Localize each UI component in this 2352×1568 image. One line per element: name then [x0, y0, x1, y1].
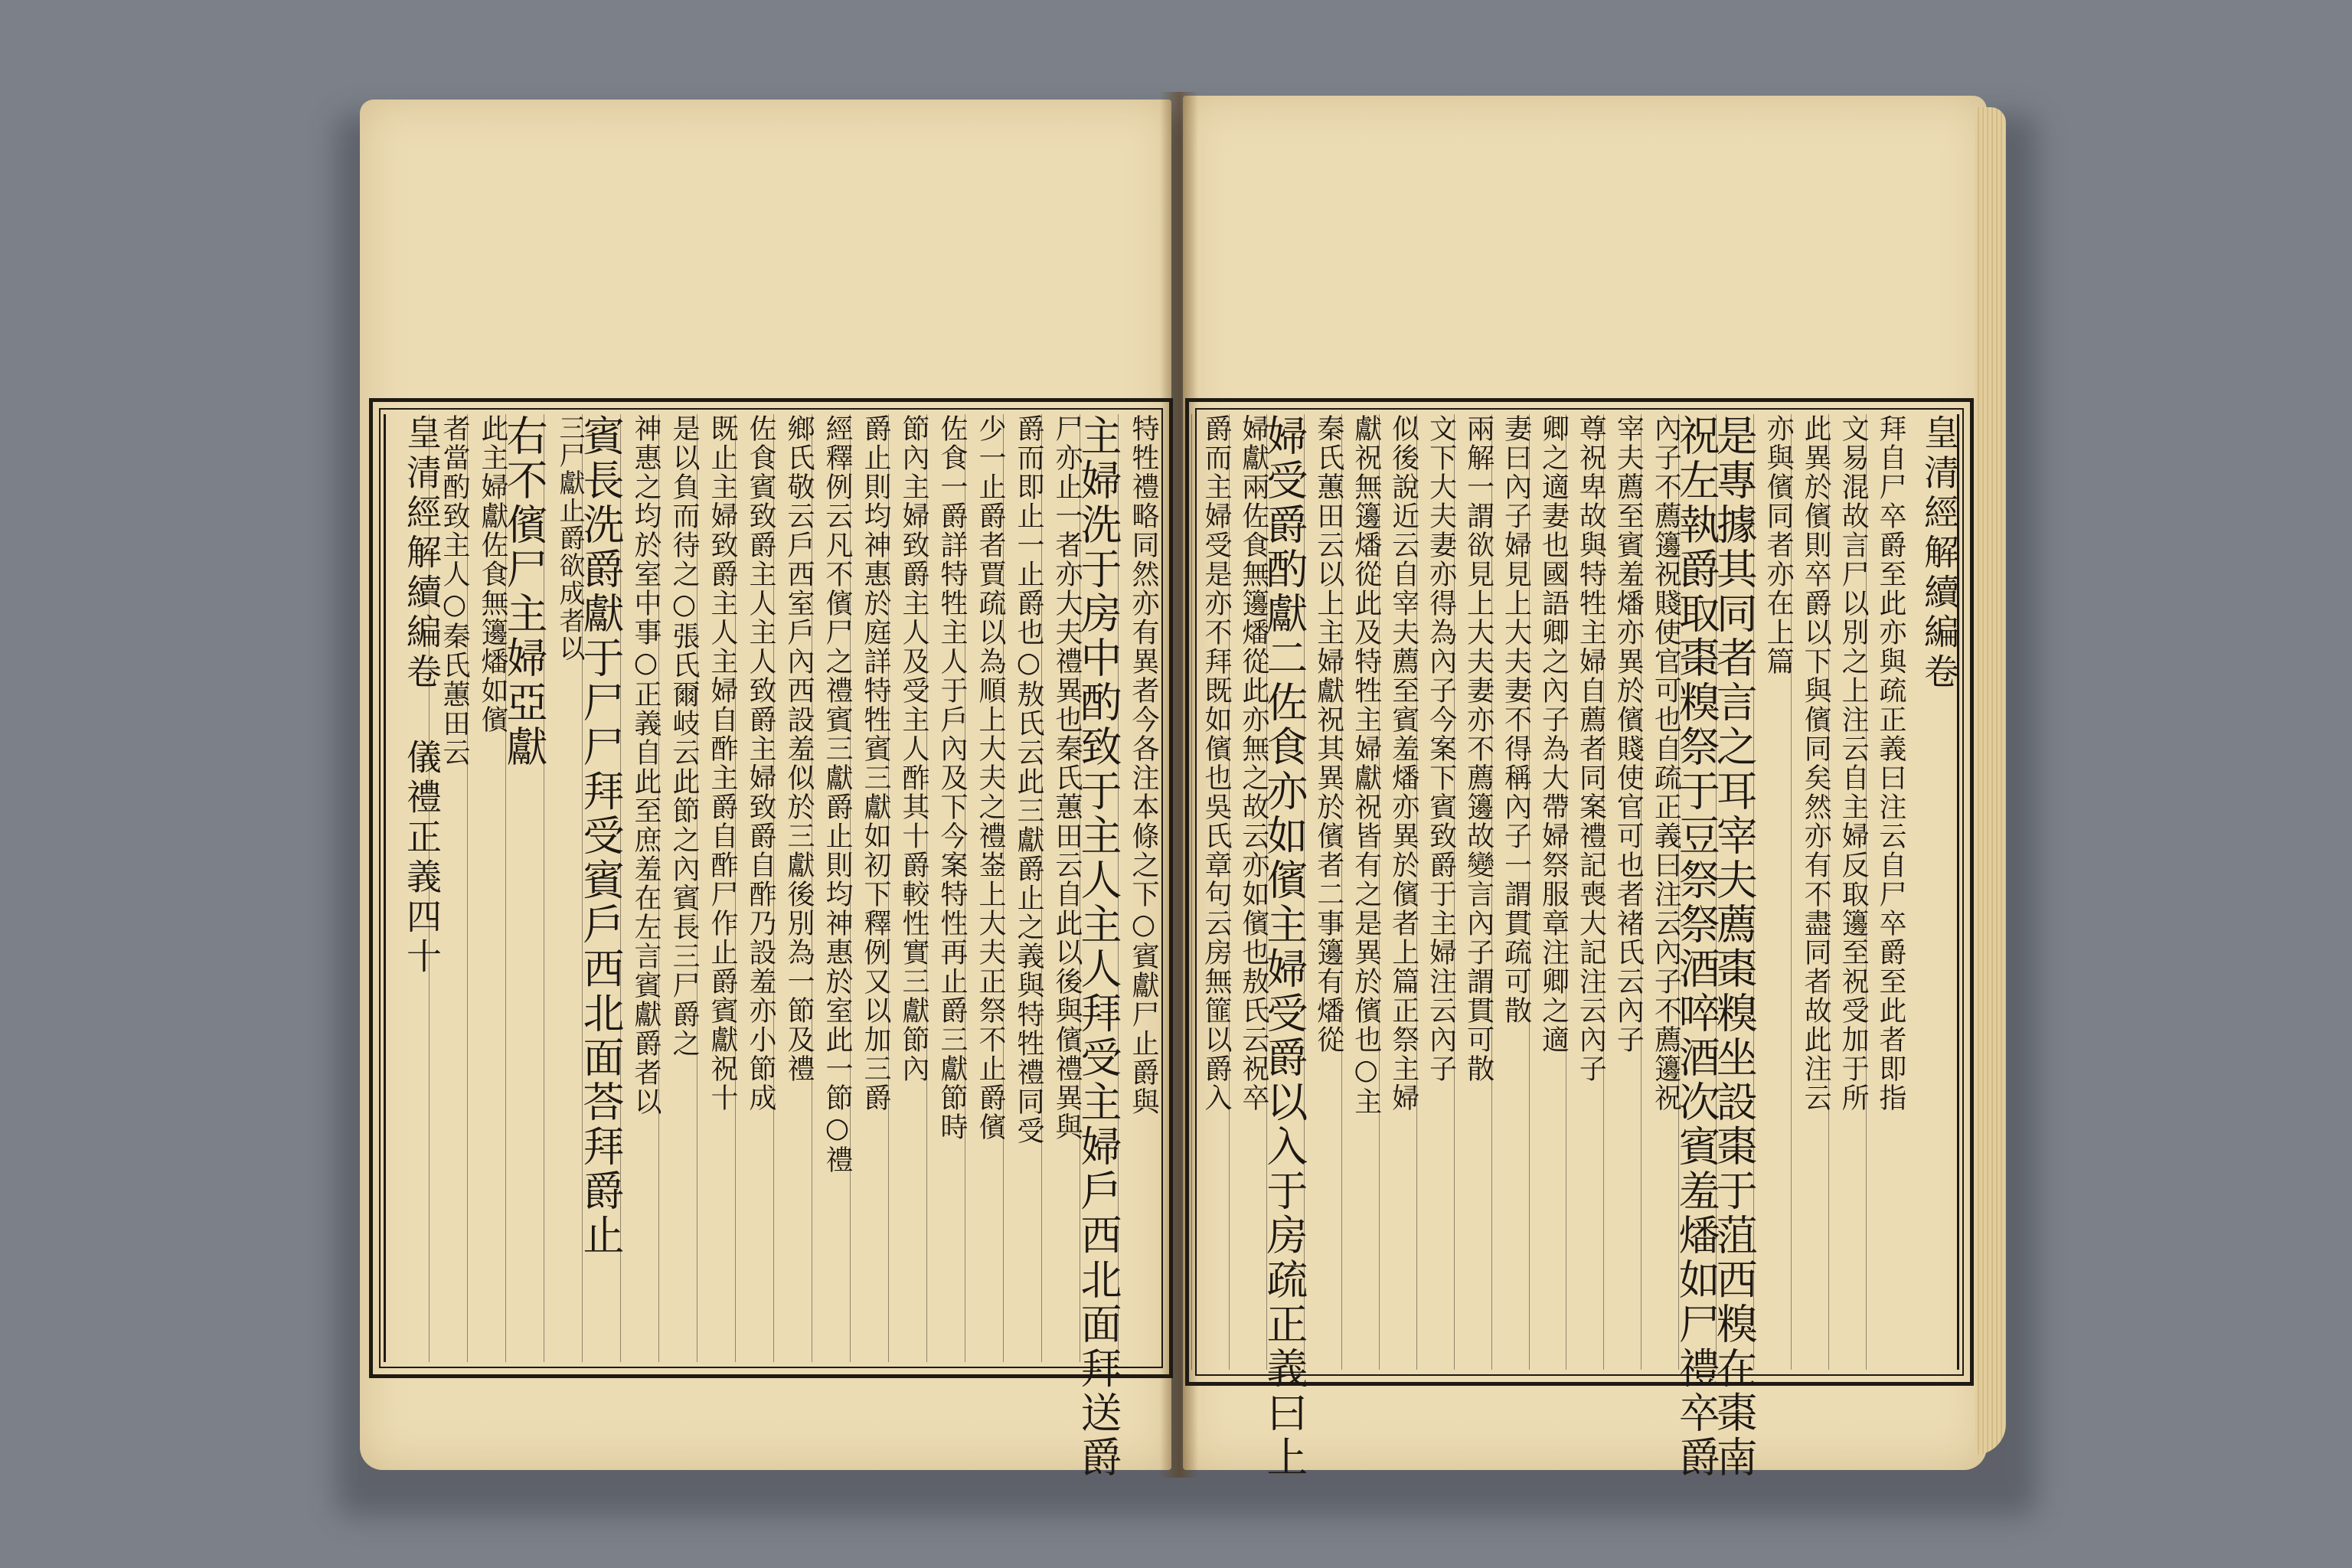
left-page-column: 經釋例云凡不儐尸之禮賓三獻爵止則均神惠於室此一節○禮	[812, 414, 851, 1362]
page-edges	[1975, 107, 2006, 1455]
left-page-column: 此主婦獻佐食無籩燔如儐	[467, 414, 506, 1362]
right-page-column: 卿之適妻也國語卿之內子為大帶婦祭服章注卿之適	[1529, 414, 1567, 1370]
right-page-column: 文下大夫妻亦得為內子今案下賓致爵于主婦注云內子	[1416, 414, 1455, 1370]
left-page-column: 是以負而待之○張氏爾岐云此節之內賓長三尸爵之	[658, 414, 697, 1362]
left-page-band: 皇清經解續編卷 儀禮正義四十	[384, 414, 439, 1362]
left-page-column: 爵而即止一止爵也○敖氏云此三獻爵止之義與特牲禮同受	[1003, 414, 1042, 1362]
left-page-column: 三尸獻止爵欲成者以	[544, 414, 583, 1362]
right-page-column: 婦受爵酌獻二佐食亦如儐主婦受爵以入于房疏正義曰上	[1259, 414, 1308, 1480]
right-page-column: 秦氏蕙田云以上主婦獻祝其異於儐者二事籩有燔從	[1304, 414, 1342, 1370]
right-page-column: 婦獻兩佐食無籩燔從此亦無之故云亦如儐也敖氏云祝卒	[1229, 414, 1267, 1370]
left-page-column: 賓長洗爵獻于尸尸拜受賓戶西北面荅拜爵止	[582, 414, 621, 1362]
right-page-column: 宰夫薦至賓羞燔亦異於儐賤使官可也者褚氏云內子	[1603, 414, 1642, 1370]
right-page-column: 似後說近云自宰夫薦至賓羞燔亦異於儐者上篇正祭主婦	[1379, 414, 1417, 1370]
left-page-column: 神惠之均於室中事○正義自此至庶羞在左言賓獻爵者以	[620, 414, 659, 1362]
right-page-column: 妻曰內子婦見上大夫妻不得稱內子一謂貫疏可散	[1491, 414, 1530, 1370]
right-page-column: 拜自尸卒爵至此亦與疏正義曰注云自尸卒爵至此者即指	[1866, 414, 1904, 1370]
left-page-column: 者當酌致主人○秦氏蕙田云	[429, 414, 468, 1362]
right-page-band: 皇清經解續編卷	[1903, 414, 1959, 1370]
left-page-column: 爵止則均神惠於庭詳特牲賓三獻如初下釋例又以加三爵	[850, 414, 889, 1362]
right-page-column: 文易混故言尸以別之上注云自主婦反取籩至祝受加于所	[1828, 414, 1867, 1370]
right-page-column: 尊祝卑故與特牲主婦自薦者同案禮記喪大記注云內子	[1566, 414, 1604, 1370]
right-text-frame	[1185, 398, 1974, 1480]
left-page-column: 鄉氏敬云戶西室戶內西設羞似於三獻後別為一節及禮	[773, 414, 812, 1362]
left-page-column: 節內主婦致爵主人及受主人酢其十爵較性實三獻節內	[888, 414, 927, 1362]
left-page-column: 主婦洗于房中酌致于主人主人拜受主婦戶西北面拜送爵	[1074, 414, 1122, 1480]
left-page-column: 特牲禮略同然亦有異者今各注本條之下○賓獻尸止爵與	[1118, 414, 1157, 1362]
right-page-column: 兩解一謂欲見上大夫妻亦不薦籩故變言內子謂貫可散	[1454, 414, 1492, 1370]
left-page-column: 佐食一爵詳特牲主人于戶內及下今案特性再止爵三獻節時	[926, 414, 965, 1362]
left-page-column: 右不儐尸主婦亞獻	[505, 414, 544, 1362]
right-page-column: 爵而主婦受是亦不拜既如儐也吳氏章句云房無篚以爵入	[1191, 414, 1230, 1370]
left-page-column: 少一止爵者賈疏以為順上大夫之禮崟上大夫正祭不止爵儐	[965, 414, 1004, 1362]
left-page-column: 既止主婦致爵主人主婦自酢主爵自酢尸作止爵賓獻祝十	[697, 414, 736, 1362]
left-page-column: 佐食賓致爵主人主人致爵主婦致爵自酢乃設羞亦小節成	[735, 414, 774, 1362]
left-text-frame	[369, 398, 1173, 1480]
right-page-column: 內子不薦籩祝賤使官可也自疏正義曰注云內子不薦籩祝	[1641, 414, 1679, 1370]
right-page-column: 此異於儐則卒爵以下與儐同矣然亦有不盡同者故此注云	[1791, 414, 1829, 1370]
right-page-column: 獻祝無籩燔從此及特牲主婦獻祝皆有之是異於儐也○主	[1341, 414, 1380, 1370]
right-page-column: 是專據其同者言之耳宰夫薦棗糗坐設棗于菹西糗在棗南	[1710, 414, 1759, 1480]
left-page-column: 尸亦止一者亦大夫禮異也秦氏蕙田云自此以後與儐禮異與	[1041, 414, 1080, 1362]
right-page-column: 祝左執爵取棗糗祭于豆祭祭酒啐酒次賓羞燔如尸禮卒爵	[1672, 414, 1721, 1480]
right-page-column: 亦與儐同者亦在上篇	[1753, 414, 1792, 1370]
